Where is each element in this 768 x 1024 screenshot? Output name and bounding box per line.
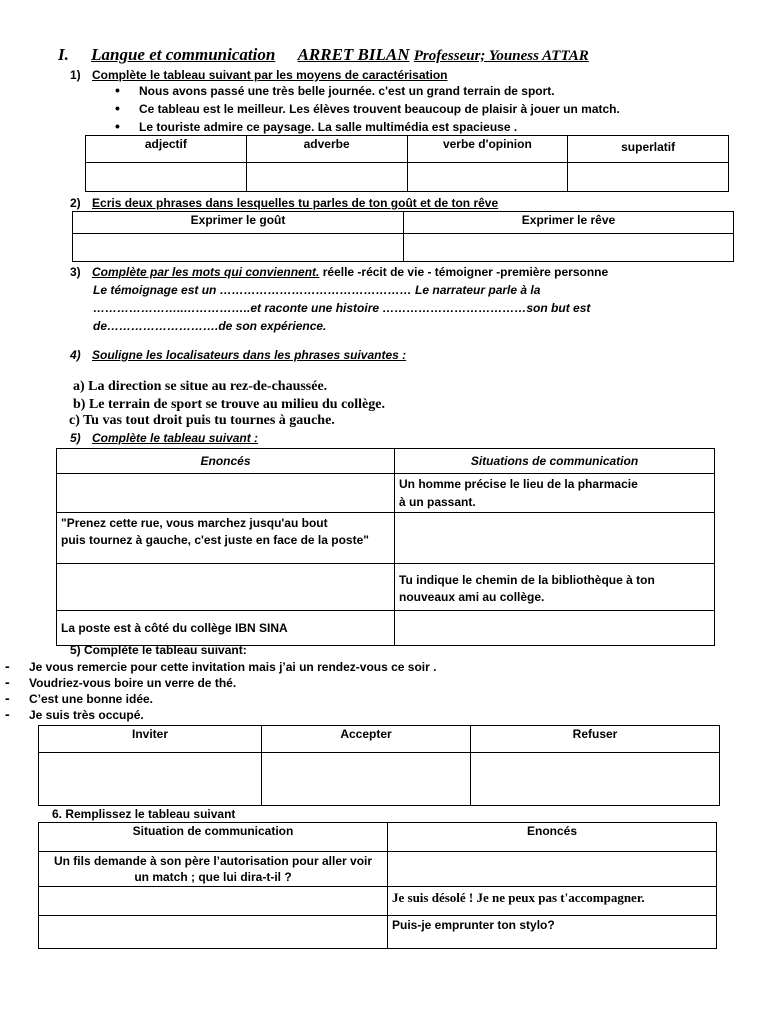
q5a-enonce-cell[interactable] — [57, 474, 395, 513]
q1-answer-cell[interactable] — [407, 163, 568, 192]
q5a-situation-cell[interactable] — [395, 611, 715, 646]
q5b-answer-cell[interactable] — [39, 753, 262, 806]
q1-bullet-1: • Nous avons passé une très belle journée. c'est un grand terrain de sport. — [139, 84, 555, 98]
q5a-table — [56, 448, 715, 646]
q1-answer-cell[interactable] — [246, 163, 407, 192]
q1-heading — [70, 68, 447, 82]
q6-header-enonces: Enoncés — [388, 823, 717, 852]
q5b-answer-cell[interactable] — [471, 753, 720, 806]
q1-answer-cell[interactable] — [86, 163, 247, 192]
q5b-header-accepter: Accepter — [262, 726, 471, 753]
q6-enonce-cell: Puis-je emprunter ton stylo? — [388, 916, 717, 949]
q5b-answer-cell[interactable] — [262, 753, 471, 806]
q1-header-adverbe: adverbe — [246, 136, 407, 163]
page-header — [58, 45, 589, 65]
q5a-enonce-cell[interactable] — [57, 564, 395, 611]
q1-header-adjectif: adjectif — [86, 136, 247, 163]
q1-bullet-3: • Le touriste admire ce paysage. La salle multimédia est spacieuse . — [139, 120, 517, 134]
q5a-enonce-cell: La poste est à côté du collège IBN SINA — [57, 611, 395, 646]
q5b-table — [38, 725, 720, 806]
q6-title: 6. Remplissez le tableau suivant — [52, 807, 236, 821]
q2-answer-cell[interactable] — [73, 234, 404, 262]
q1-number: 1) — [70, 68, 81, 82]
q5b-title: 5) Complète le tableau suivant: — [70, 643, 247, 657]
q4-number: 4) — [70, 348, 81, 362]
q5a-situation-cell: Un homme précise le lieu de la pharmacie à un passant. — [395, 474, 715, 513]
q5a-title: Complète le tableau suivant : — [92, 431, 259, 445]
q6-situation-cell: Un fils demande à son père l’autorisation pour aller voir un match ; que lui dira-t-il ? — [39, 852, 388, 887]
q6-table — [38, 822, 717, 949]
q5a-situation-cell[interactable] — [395, 513, 715, 564]
q3-line-3: de……………………….de son expérience. — [93, 319, 327, 333]
q5b-item-3: - C’est une bonne idée. — [29, 692, 153, 706]
q4-sentence-c: c) Tu vas tout droit puis tu tournes à gauche. — [69, 413, 335, 428]
q5a-header-situations: Situations de communication — [395, 449, 715, 474]
q4-heading — [70, 348, 406, 362]
q5a-heading — [70, 431, 258, 445]
q1-header-superlatif: superlatif — [568, 136, 729, 163]
q5b-item-1: - Je vous remercie pour cette invitation mais j’ai un rendez-vous ce soir . — [29, 660, 436, 674]
q5a-number: 5) — [70, 431, 81, 445]
q3-heading — [70, 265, 608, 279]
q6-situation-cell[interactable] — [39, 916, 388, 949]
q5a-situation-cell: Tu indique le chemin de la bibliothèque à ton nouveaux ami au collège. — [395, 564, 715, 611]
q6-enonce-cell: Je suis désolé ! Je ne peux pas t'accompagner. — [388, 887, 717, 916]
q2-answer-cell[interactable] — [404, 234, 734, 262]
q5a-header-enonces: Enoncés — [57, 449, 395, 474]
q5a-enonce-cell: "Prenez cette rue, vous marchez jusqu'au bout puis tournez à gauche, c'est juste en face de la poste" — [57, 513, 395, 564]
section-number: I. — [58, 45, 69, 64]
q1-header-verbe: verbe d'opinion — [407, 136, 568, 163]
q5b-item-2: - Voudriez-vous boire un verre de thé. — [29, 676, 236, 690]
q2-header-reve: Exprimer le rêve — [404, 212, 734, 234]
q4-title: Souligne les localisateurs dans les phrases suivantes : — [92, 348, 407, 362]
q5b-header-inviter: Inviter — [39, 726, 262, 753]
q6-enonce-cell[interactable] — [388, 852, 717, 887]
q3-word-list: réelle -récit de vie - témoigner -première personne — [319, 265, 609, 279]
subject-title: Langue et communication — [91, 45, 276, 64]
q1-answer-cell[interactable] — [568, 163, 729, 192]
q3-title: Complète par les mots qui conviennent. — [92, 265, 320, 279]
q6-situation-cell[interactable] — [39, 887, 388, 916]
q2-title: Ecris deux phrases dans lesquelles tu parles de ton goût et de ton rêve — [92, 196, 499, 210]
q3-line-2: …………………..……………..et raconte une histoire ………………………………son but est — [93, 301, 591, 315]
q2-number: 2) — [70, 196, 81, 210]
q6-header-situation: Situation de communication — [39, 823, 388, 852]
q4-sentence-a: a) La direction se situe au rez-de-chaussée. — [73, 379, 328, 394]
q1-title: Complète le tableau suivant par les moyens de caractérisation — [92, 68, 448, 82]
bilan-title: ARRET BILAN — [297, 45, 410, 64]
q5b-header-refuser: Refuser — [471, 726, 720, 753]
q1-table — [85, 135, 729, 192]
q3-line-1: Le témoignage est un ………………………………………… Le narrateur parle à la — [93, 283, 541, 297]
q3-number: 3) — [70, 265, 81, 279]
q2-header-gout: Exprimer le goût — [73, 212, 404, 234]
q2-table — [72, 211, 734, 262]
q4-sentence-b: b) Le terrain de sport se trouve au milieu du collège. — [73, 397, 385, 412]
teacher-name: Professeur; Youness ATTAR — [413, 48, 589, 64]
q5b-item-4: - Je suis très occupé. — [29, 708, 144, 722]
q1-bullet-2: • Ce tableau est le meilleur. Les élèves trouvent beaucoup de plaisir à jouer un match. — [139, 102, 620, 116]
q2-heading — [70, 196, 498, 210]
